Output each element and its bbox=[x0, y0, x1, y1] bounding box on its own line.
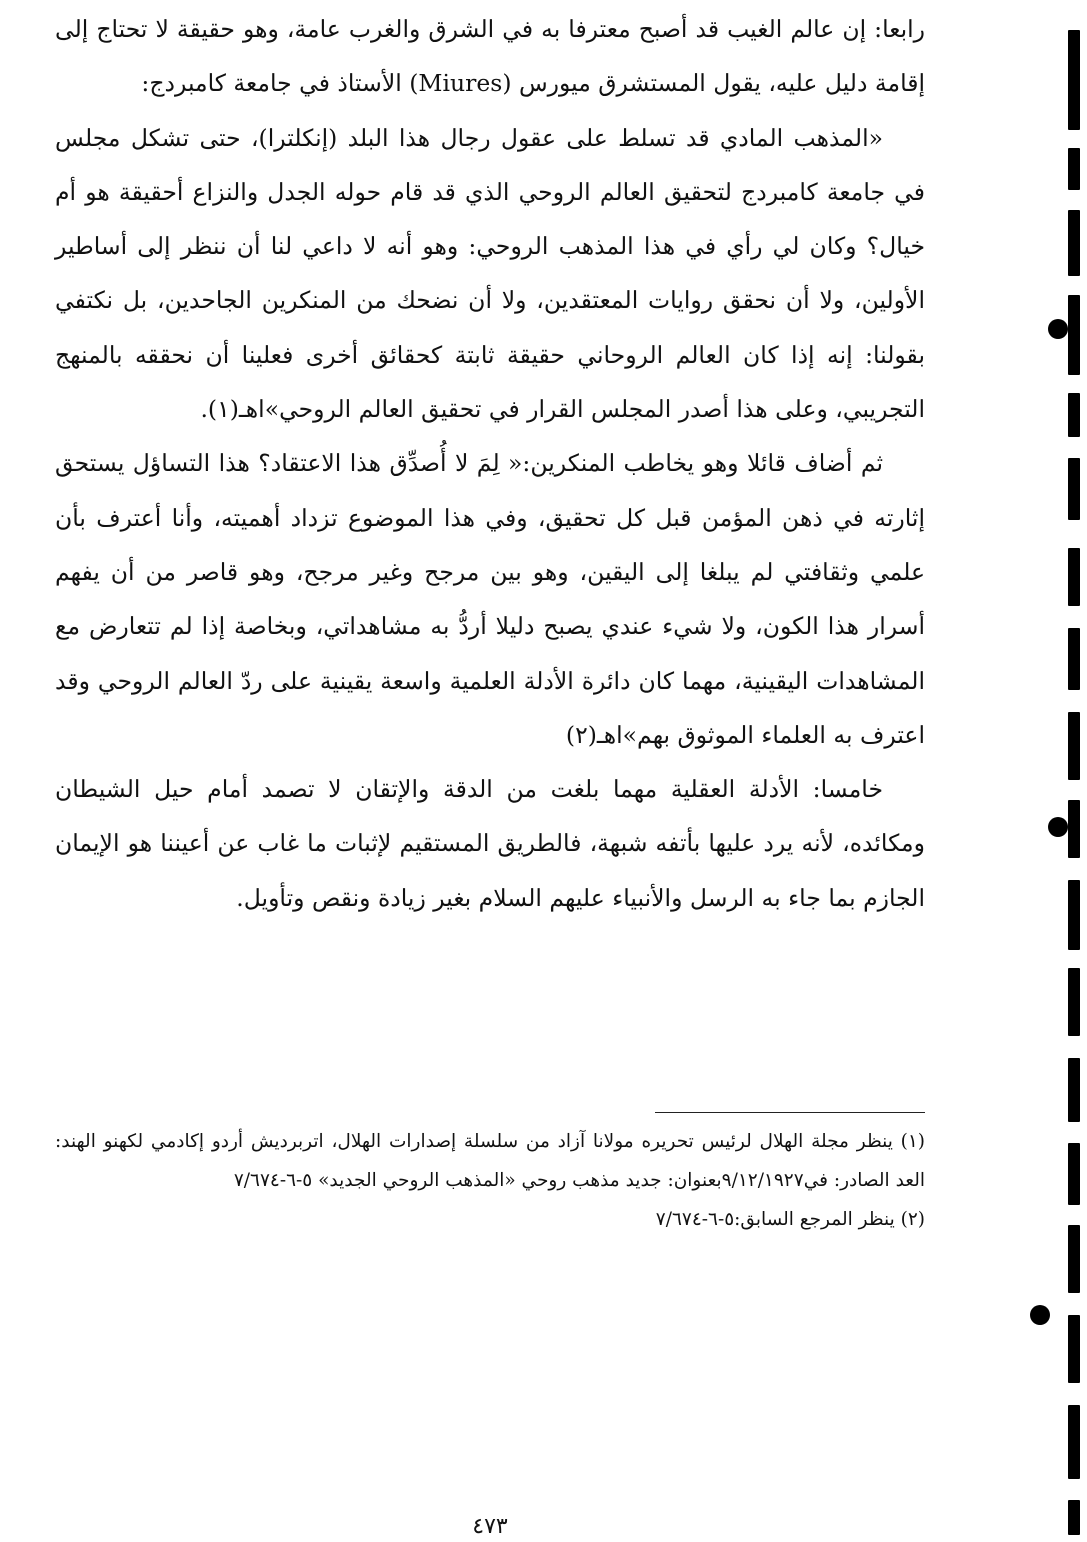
main-text bbox=[55, 2, 925, 925]
footnote-separator bbox=[655, 1112, 925, 1113]
binding-mark bbox=[1068, 458, 1080, 520]
punch-hole-dot bbox=[1048, 817, 1068, 837]
binding-mark bbox=[1068, 548, 1080, 606]
binding-mark bbox=[1068, 968, 1080, 1036]
binding-mark bbox=[1068, 295, 1080, 375]
binding-mark bbox=[1068, 210, 1080, 276]
paragraph-4: خامسا: الأدلة العقلية مهما بلغت من الدقة والإتقان لا تصمد أمام حيل الشيطان ومكائده، لأنه يرد عليها بأتفه شبهة، فالطريق المستقيم لإثبات ما غاب عن أعيننا هو الإيمان الجازم بما جاء به الرسل والأنبياء عليهم السلام بغير زيادة ونقص وتأويل. bbox=[55, 775, 925, 912]
binding-mark bbox=[1068, 1315, 1080, 1383]
binding-mark bbox=[1068, 1058, 1080, 1122]
binding-mark bbox=[1068, 880, 1080, 950]
binding-mark bbox=[1068, 1500, 1080, 1535]
punch-hole-dot bbox=[1030, 1305, 1050, 1325]
binding-mark bbox=[1068, 393, 1080, 437]
binding-mark bbox=[1068, 800, 1080, 858]
footnote-1: (١) ينظر مجلة الهلال لرئيس تحريره مولانا آزاد من سلسلة إصدارات الهلال، اتربرديش أردو إكادمي لكهنو الهند: العد الصادر: في٩/١٢/١٩٢٧بعنوان: جديد مذهب روحي «المذهب الروحي الجديد» ٥-٦-٧/٦٧٤ bbox=[55, 1131, 925, 1191]
page-number: ٤٧٣ bbox=[472, 1514, 508, 1539]
binding-mark bbox=[1068, 30, 1080, 130]
binding-mark bbox=[1068, 712, 1080, 780]
binding-mark bbox=[1068, 1225, 1080, 1293]
punch-hole-dot bbox=[1048, 319, 1068, 339]
binding-mark bbox=[1068, 1143, 1080, 1205]
paragraph-1: رابعا: إن عالم الغيب قد أصبح معترفا به في الشرق والغرب عامة، وهو حقيقة لا تحتاج إلى إقامة دليل عليه، يقول المستشرق ميورس (Miures) الأستاذ في جامعة كامبردج: bbox=[55, 15, 925, 98]
paragraph-2-quote: «المذهب المادي قد تسلط على عقول رجال هذا البلد (إنكلترا)، حتى تشكل مجلس في جامعة كامبردج لتحقيق العالم الروحي الذي قد قام حوله الجدل والنزاع أحقيقة هو أم خيال؟ وكان لي رأي في هذا المذهب الروحي: وهو أنه لا داعي لنا أن ننظر إلى أساطير الأولين، ولا أن نحقق روايات المعتقدين، ولا أن نضحك من المنكرين الجاحدين، بل نكتفي بقولنا: إنه إذا كان العالم الروحاني حقيقة ثابتة كحقائق أخرى فعلينا أن نحققه بالمنهج التجريبي، وعلى هذا أصدر المجلس القرار في تحقيق العالم الروحي»اهـ(١). bbox=[55, 123, 925, 424]
document-page bbox=[55, 0, 925, 1539]
footnotes bbox=[55, 1122, 925, 1239]
binding-mark bbox=[1068, 628, 1080, 690]
binding-mark bbox=[1068, 148, 1080, 190]
binding-mark bbox=[1068, 1405, 1080, 1479]
footnote-2: (٢) ينظر المرجع السابق:٥-٦-٧/٦٧٤ bbox=[655, 1209, 925, 1230]
paragraph-3-quote: ثم أضاف قائلا وهو يخاطب المنكرين:« لِمَ لا أُصدِّق هذا الاعتقاد؟ هذا التساؤل يستحق إثارته في ذهن المؤمن قبل كل تحقيق، وفي هذا الموضوع تزداد أهميته، وأنا أعترف بأن علمي وثقافتي لم يبلغا إلى اليقين، وهو بين مرجح وغير مرجح، وهو قاصر من أن يفهم أسرار هذا الكون، ولا شيء عندي يصبح دليلا أردُّ به مشاهداتي، وبخاصة إذا لم تتعارض مع المشاهدات اليقينية، مهما كان دائرة الأدلة العلمية واسعة يقينية على ردّ العالم الروحي وقد اعترف به العلماء الموثوق بهم»اهـ(٢) bbox=[55, 449, 925, 749]
